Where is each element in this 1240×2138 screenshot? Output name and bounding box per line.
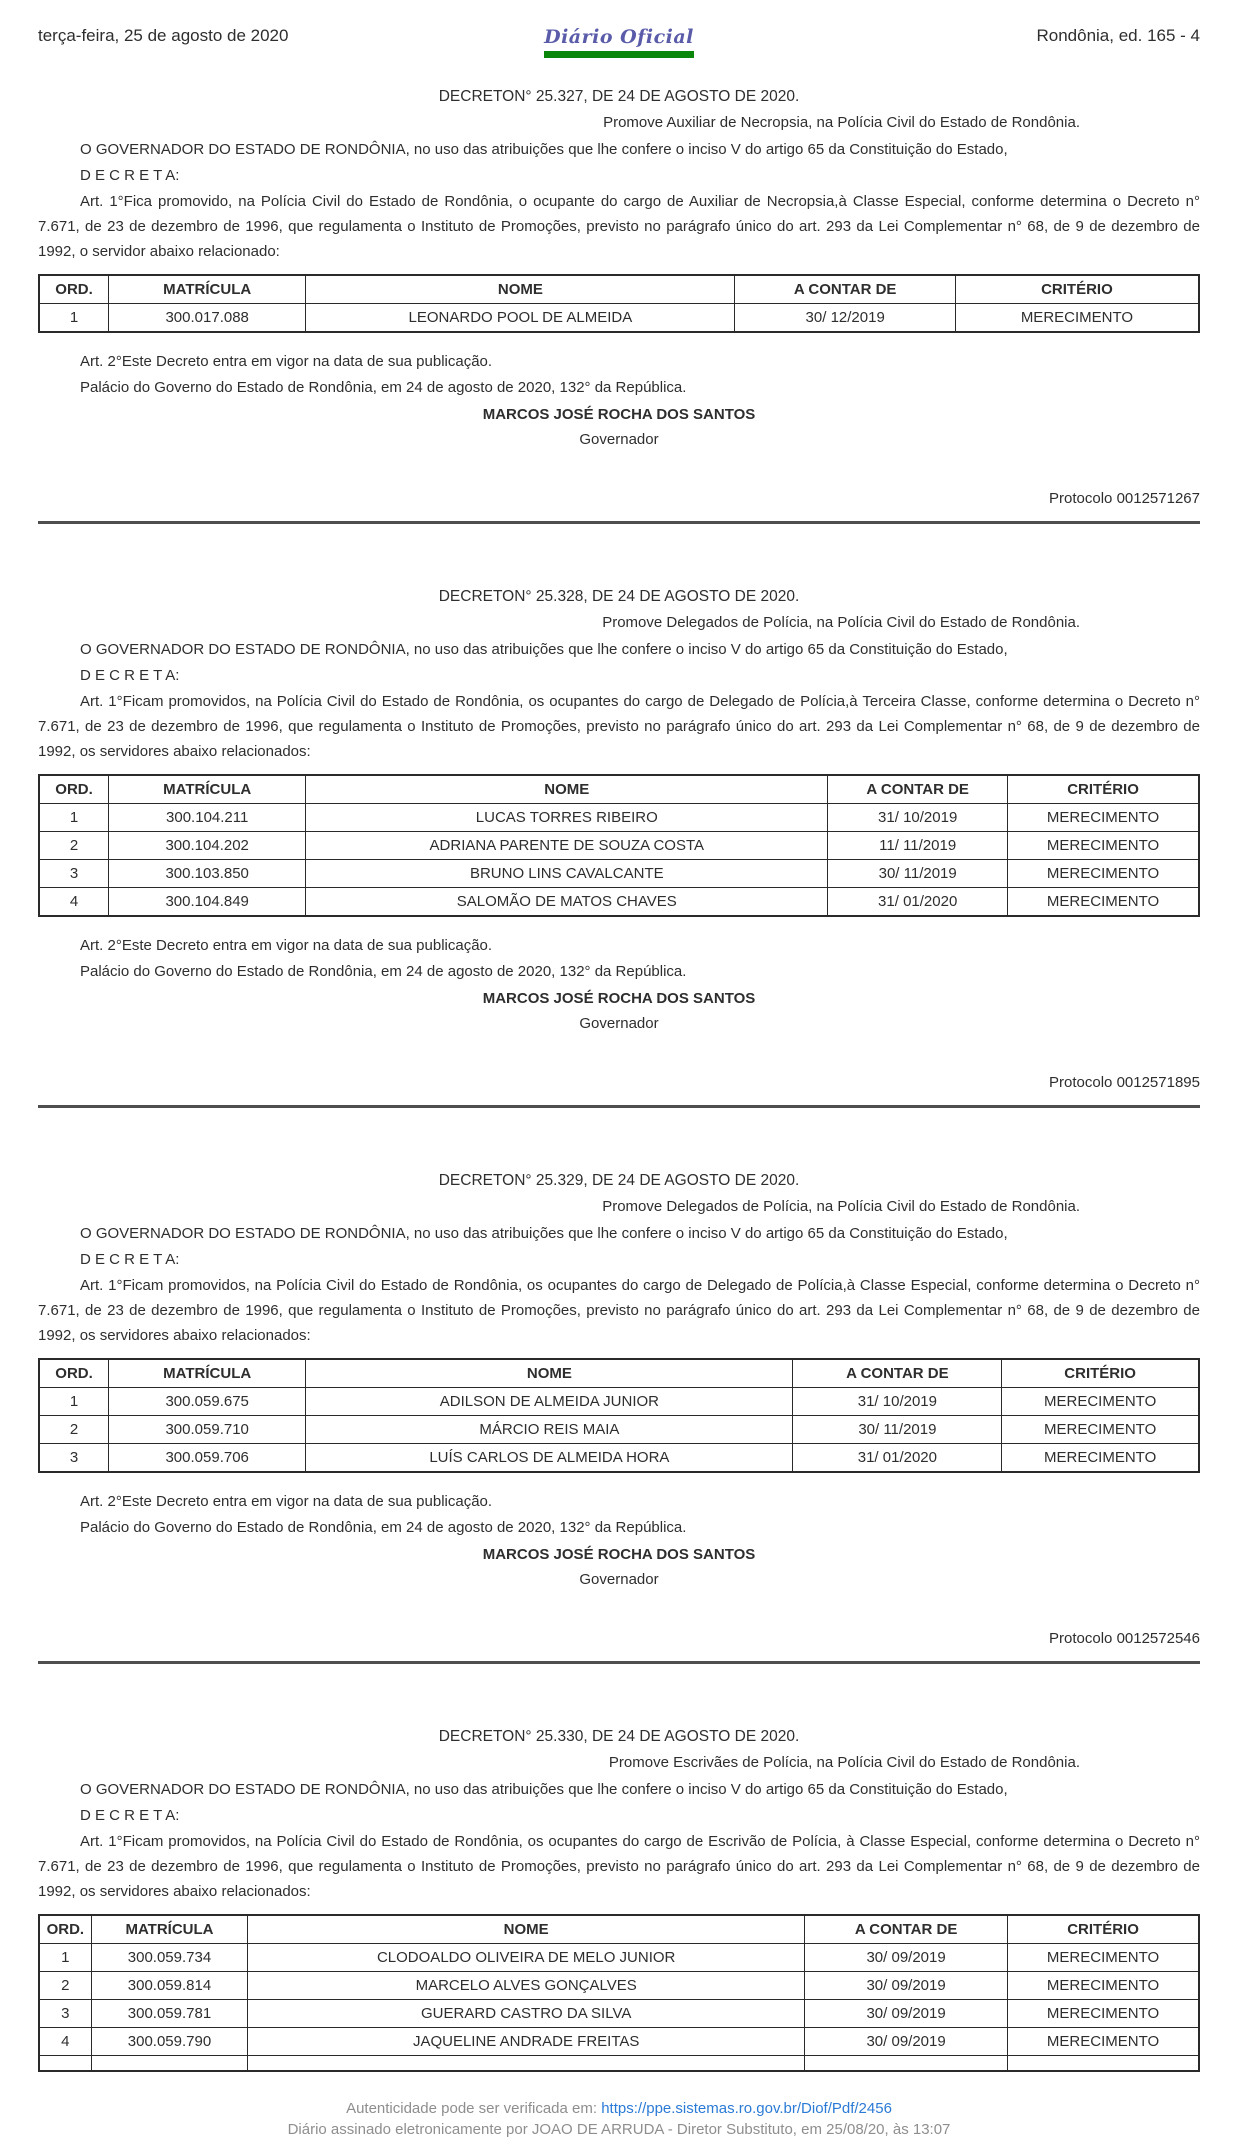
- col-ord: ORD.: [39, 775, 109, 804]
- signer-role: Governador: [579, 1015, 659, 1032]
- col-matricula: MATRÍCULA: [109, 775, 306, 804]
- decree-ementa: Promove Delegados de Polícia, na Polícia Civil do Estado de Rondônia.: [602, 1198, 1080, 1215]
- col-matricula: MATRÍCULA: [109, 1359, 306, 1388]
- decree-ementa: Promove Delegados de Polícia, na Polícia Civil do Estado de Rondônia.: [602, 614, 1080, 631]
- decree-preamble: O GOVERNADOR DO ESTADO DE RONDÔNIA, no uso das atribuições que lhe confere o inciso V do artigo 65 da Constituição do Estado,: [80, 641, 1008, 658]
- table-cell: MERECIMENTO: [1002, 1444, 1199, 1473]
- table-cell: 3: [39, 860, 109, 888]
- section-divider: [38, 521, 1200, 524]
- decree-25329: [38, 1172, 1200, 1664]
- table-cell: MERECIMENTO: [1008, 1972, 1199, 2000]
- table-cell: 300.059.790: [91, 2028, 248, 2056]
- protocol-number: Protocolo 0012571895: [1049, 1074, 1200, 1091]
- col-ord: ORD.: [39, 275, 109, 304]
- table-cell: 1: [39, 1388, 109, 1416]
- palace-line: Palácio do Governo do Estado de Rondônia, em 24 de agosto de 2020, 132° da República.: [80, 379, 687, 396]
- table-cell: 30/ 12/2019: [735, 304, 955, 333]
- authenticity-link[interactable]: https://ppe.sistemas.ro.gov.br/Diof/Pdf/2456: [601, 2100, 892, 2117]
- page-footer: [38, 2100, 1200, 2138]
- table-row: [39, 2000, 1199, 2028]
- decree-art2: Art. 2°Este Decreto entra em vigor na data de sua publicação.: [80, 1493, 493, 1510]
- promotion-table: [38, 274, 1200, 333]
- table-cell: 30/ 11/2019: [828, 860, 1008, 888]
- col-a-contar-de: A CONTAR DE: [805, 1915, 1008, 1944]
- table-cell: SALOMÃO DE MATOS CHAVES: [306, 888, 828, 917]
- table-cell: 3: [39, 2000, 91, 2028]
- table-cell: LEONARDO POOL DE ALMEIDA: [306, 304, 735, 333]
- table-cell: 30/ 09/2019: [805, 2000, 1008, 2028]
- masthead-date: terça-feira, 25 de agosto de 2020: [38, 26, 289, 45]
- decree-title: DECRETON° 25.327, DE 24 DE AGOSTO DE 2020.: [438, 88, 800, 105]
- table-header-row: [39, 1915, 1199, 1944]
- decree-art2: Art. 2°Este Decreto entra em vigor na data de sua publicação.: [80, 937, 493, 954]
- table-row: [39, 860, 1199, 888]
- table-row: [39, 1444, 1199, 1473]
- col-a-contar-de: A CONTAR DE: [793, 1359, 1002, 1388]
- decree-art1: Art. 1°Ficam promovidos, na Polícia Civil do Estado de Rondônia, os ocupantes do cargo de Escrivão de Polícia, à Classe Especial, conforme determina o Decreto n° 7.671, de 23 de dezembro de 1996, que regulamenta o Instituto de Promoções, previsto no parágrafo único do art. 293 da Lei Complementar n° 68, de 9 de dezembro de 1992, os servidores abaixo relacionados:: [38, 1833, 1200, 1900]
- table-header-row: [39, 275, 1199, 304]
- table-cell: 31/ 01/2020: [793, 1444, 1002, 1473]
- table-row-partial: [39, 2056, 1199, 2072]
- promotion-table: [38, 1358, 1200, 1473]
- protocol-number: Protocolo 0012571267: [1049, 490, 1200, 507]
- table-cell: 30/ 09/2019: [805, 1944, 1008, 1972]
- table-cell: 31/ 10/2019: [793, 1388, 1002, 1416]
- table-cell: 30/ 09/2019: [805, 2028, 1008, 2056]
- table-cell: BRUNO LINS CAVALCANTE: [306, 860, 828, 888]
- table-row: [39, 832, 1199, 860]
- table-cell: 3: [39, 1444, 109, 1473]
- table-cell: CLODOALDO OLIVEIRA DE MELO JUNIOR: [248, 1944, 805, 1972]
- table-cell: MÁRCIO REIS MAIA: [306, 1416, 793, 1444]
- table-row: [39, 888, 1199, 917]
- table-cell: MERECIMENTO: [1002, 1416, 1199, 1444]
- table-cell: ADILSON DE ALMEIDA JUNIOR: [306, 1388, 793, 1416]
- col-ord: ORD.: [39, 1359, 109, 1388]
- col-a-contar-de: A CONTAR DE: [828, 775, 1008, 804]
- decreta-label: D E C R E T A:: [80, 167, 180, 184]
- decree-title: DECRETON° 25.328, DE 24 DE AGOSTO DE 2020.: [438, 588, 800, 605]
- protocol-number: Protocolo 0012572546: [1049, 1630, 1200, 1647]
- masthead: [38, 26, 1200, 58]
- table-cell: LUÍS CARLOS DE ALMEIDA HORA: [306, 1444, 793, 1473]
- decree-art1: Art. 1°Fica promovido, na Polícia Civil do Estado de Rondônia, o ocupante do cargo de Auxiliar de Necropsia,à Classe Especial, conforme determina o Decreto n° 7.671, de 23 de dezembro de 1996, que regulamenta o Instituto de Promoções, previsto no parágrafo único do art. 293 da Lei Complementar n° 68, de 9 de dezembro de 1992, o servidor abaixo relacionado:: [38, 193, 1200, 260]
- table-row: [39, 2028, 1199, 2056]
- decreta-label: D E C R E T A:: [80, 1807, 180, 1824]
- decreta-label: D E C R E T A:: [80, 1251, 180, 1268]
- decree-25328: [38, 588, 1200, 1108]
- signer-role: Governador: [579, 431, 659, 448]
- signer-name: MARCOS JOSÉ ROCHA DOS SANTOS: [482, 990, 756, 1007]
- masthead-brand-wrap: [544, 26, 694, 58]
- table-header-row: [39, 775, 1199, 804]
- table-cell: 1: [39, 1944, 91, 1972]
- table-cell: MERECIMENTO: [1008, 860, 1199, 888]
- table-cell: MERECIMENTO: [1008, 2028, 1199, 2056]
- signer-role: Governador: [579, 1571, 659, 1588]
- decree-ementa: Promove Escrivães de Polícia, na Polícia Civil do Estado de Rondônia.: [608, 1754, 1080, 1771]
- table-cell: 300.059.710: [109, 1416, 306, 1444]
- decree-25327: [38, 88, 1200, 524]
- decree-art2: Art. 2°Este Decreto entra em vigor na data de sua publicação.: [80, 353, 493, 370]
- table-row: [39, 804, 1199, 832]
- table-cell: 300.104.202: [109, 832, 306, 860]
- table-cell: 300.059.706: [109, 1444, 306, 1473]
- table-cell: 300.103.850: [109, 860, 306, 888]
- table-row: [39, 1388, 1199, 1416]
- table-cell: 1: [39, 304, 109, 333]
- table-cell: JAQUELINE ANDRADE FREITAS: [248, 2028, 805, 2056]
- table-row: [39, 304, 1199, 333]
- table-cell: 31/ 10/2019: [828, 804, 1008, 832]
- col-criterio: CRITÉRIO: [955, 275, 1199, 304]
- col-criterio: CRITÉRIO: [1008, 1915, 1199, 1944]
- decree-preamble: O GOVERNADOR DO ESTADO DE RONDÔNIA, no uso das atribuições que lhe confere o inciso V do artigo 65 da Constituição do Estado,: [80, 1781, 1008, 1798]
- table-cell: MERECIMENTO: [1002, 1388, 1199, 1416]
- table-cell: 300.059.675: [109, 1388, 306, 1416]
- table-cell: LUCAS TORRES RIBEIRO: [306, 804, 828, 832]
- authenticity-label: Autenticidade pode ser verificada em:: [346, 2100, 598, 2117]
- table-cell: 300.059.781: [91, 2000, 248, 2028]
- table-cell: MARCELO ALVES GONÇALVES: [248, 1972, 805, 2000]
- palace-line: Palácio do Governo do Estado de Rondônia, em 24 de agosto de 2020, 132° da República.: [80, 1519, 687, 1536]
- table-cell: MERECIMENTO: [1008, 2000, 1199, 2028]
- decree-title: DECRETON° 25.330, DE 24 DE AGOSTO DE 2020.: [438, 1728, 800, 1745]
- table-cell: 2: [39, 1416, 109, 1444]
- table-cell: MERECIMENTO: [955, 304, 1199, 333]
- decree-ementa: Promove Auxiliar de Necropsia, na Polícia Civil do Estado de Rondônia.: [603, 114, 1080, 131]
- decree-art1: Art. 1°Ficam promovidos, na Polícia Civil do Estado de Rondônia, os ocupantes do cargo de Delegado de Polícia,à Classe Especial, conforme determina o Decreto n° 7.671, de 23 de dezembro de 1996, que regulamenta o Instituto de Promoções, previsto no parágrafo único do art. 293 da Lei Complementar n° 68, de 9 de dezembro de 1992, os servidores abaixo relacionados:: [38, 1277, 1200, 1344]
- table-cell: 300.059.734: [91, 1944, 248, 1972]
- col-matricula: MATRÍCULA: [109, 275, 306, 304]
- table-cell: MERECIMENTO: [1008, 888, 1199, 917]
- col-nome: NOME: [306, 275, 735, 304]
- table-cell: MERECIMENTO: [1008, 832, 1199, 860]
- col-nome: NOME: [306, 775, 828, 804]
- table-cell: ADRIANA PARENTE DE SOUZA COSTA: [306, 832, 828, 860]
- table-cell: 300.104.211: [109, 804, 306, 832]
- col-nome: NOME: [248, 1915, 805, 1944]
- table-cell: 300.017.088: [109, 304, 306, 333]
- col-criterio: CRITÉRIO: [1002, 1359, 1199, 1388]
- table-row: [39, 1944, 1199, 1972]
- brand-underline-bar: [544, 51, 694, 58]
- section-divider: [38, 1661, 1200, 1664]
- table-cell: MERECIMENTO: [1008, 804, 1199, 832]
- col-a-contar-de: A CONTAR DE: [735, 275, 955, 304]
- decree-preamble: O GOVERNADOR DO ESTADO DE RONDÔNIA, no uso das atribuições que lhe confere o inciso V do artigo 65 da Constituição do Estado,: [80, 141, 1008, 158]
- table-cell: 30/ 11/2019: [793, 1416, 1002, 1444]
- table-cell: 1: [39, 804, 109, 832]
- table-cell: 2: [39, 1972, 91, 2000]
- promotion-table: [38, 1914, 1200, 2072]
- palace-line: Palácio do Governo do Estado de Rondônia, em 24 de agosto de 2020, 132° da República.: [80, 963, 687, 980]
- decreta-label: D E C R E T A:: [80, 667, 180, 684]
- signer-name: MARCOS JOSÉ ROCHA DOS SANTOS: [482, 1546, 756, 1563]
- table-cell: 11/ 11/2019: [828, 832, 1008, 860]
- table-row: [39, 1972, 1199, 2000]
- decree-25330: [38, 1728, 1200, 2072]
- table-cell: 30/ 09/2019: [805, 1972, 1008, 2000]
- decree-preamble: O GOVERNADOR DO ESTADO DE RONDÔNIA, no uso das atribuições que lhe confere o inciso V do artigo 65 da Constituição do Estado,: [80, 1225, 1008, 1242]
- col-matricula: MATRÍCULA: [91, 1915, 248, 1944]
- authenticity-line: [38, 2100, 1200, 2117]
- table-cell: GUERARD CASTRO DA SILVA: [248, 2000, 805, 2028]
- signer-name: MARCOS JOSÉ ROCHA DOS SANTOS: [482, 406, 756, 423]
- table-cell: 4: [39, 2028, 91, 2056]
- masthead-edition: Rondônia, ed. 165 - 4: [1036, 26, 1200, 45]
- table-row: [39, 1416, 1199, 1444]
- table-cell: 300.104.849: [109, 888, 306, 917]
- col-criterio: CRITÉRIO: [1008, 775, 1199, 804]
- table-cell: 2: [39, 832, 109, 860]
- promotion-table: [38, 774, 1200, 917]
- table-cell: 31/ 01/2020: [828, 888, 1008, 917]
- section-divider: [38, 1105, 1200, 1108]
- table-cell: 300.059.814: [91, 1972, 248, 2000]
- col-nome: NOME: [306, 1359, 793, 1388]
- signature-line: Diário assinado eletronicamente por JOAO DE ARRUDA - Diretor Substituto, em 25/08/20, às 13:07: [287, 2121, 951, 2138]
- table-cell: MERECIMENTO: [1008, 1944, 1199, 1972]
- decree-title: DECRETON° 25.329, DE 24 DE AGOSTO DE 2020.: [438, 1172, 800, 1189]
- decree-art1: Art. 1°Ficam promovidos, na Polícia Civil do Estado de Rondônia, os ocupantes do cargo de Delegado de Polícia,à Terceira Classe, conforme determina o Decreto n° 7.671, de 23 de dezembro de 1996, que regulamenta o Instituto de Promoções, previsto no parágrafo único do art. 293 da Lei Complementar n° 68, de 9 de dezembro de 1992, os servidores abaixo relacionados:: [38, 693, 1200, 760]
- col-ord: ORD.: [39, 1915, 91, 1944]
- table-header-row: [39, 1359, 1199, 1388]
- table-cell: 4: [39, 888, 109, 917]
- gazette-logo: Diário Oficial: [544, 26, 694, 48]
